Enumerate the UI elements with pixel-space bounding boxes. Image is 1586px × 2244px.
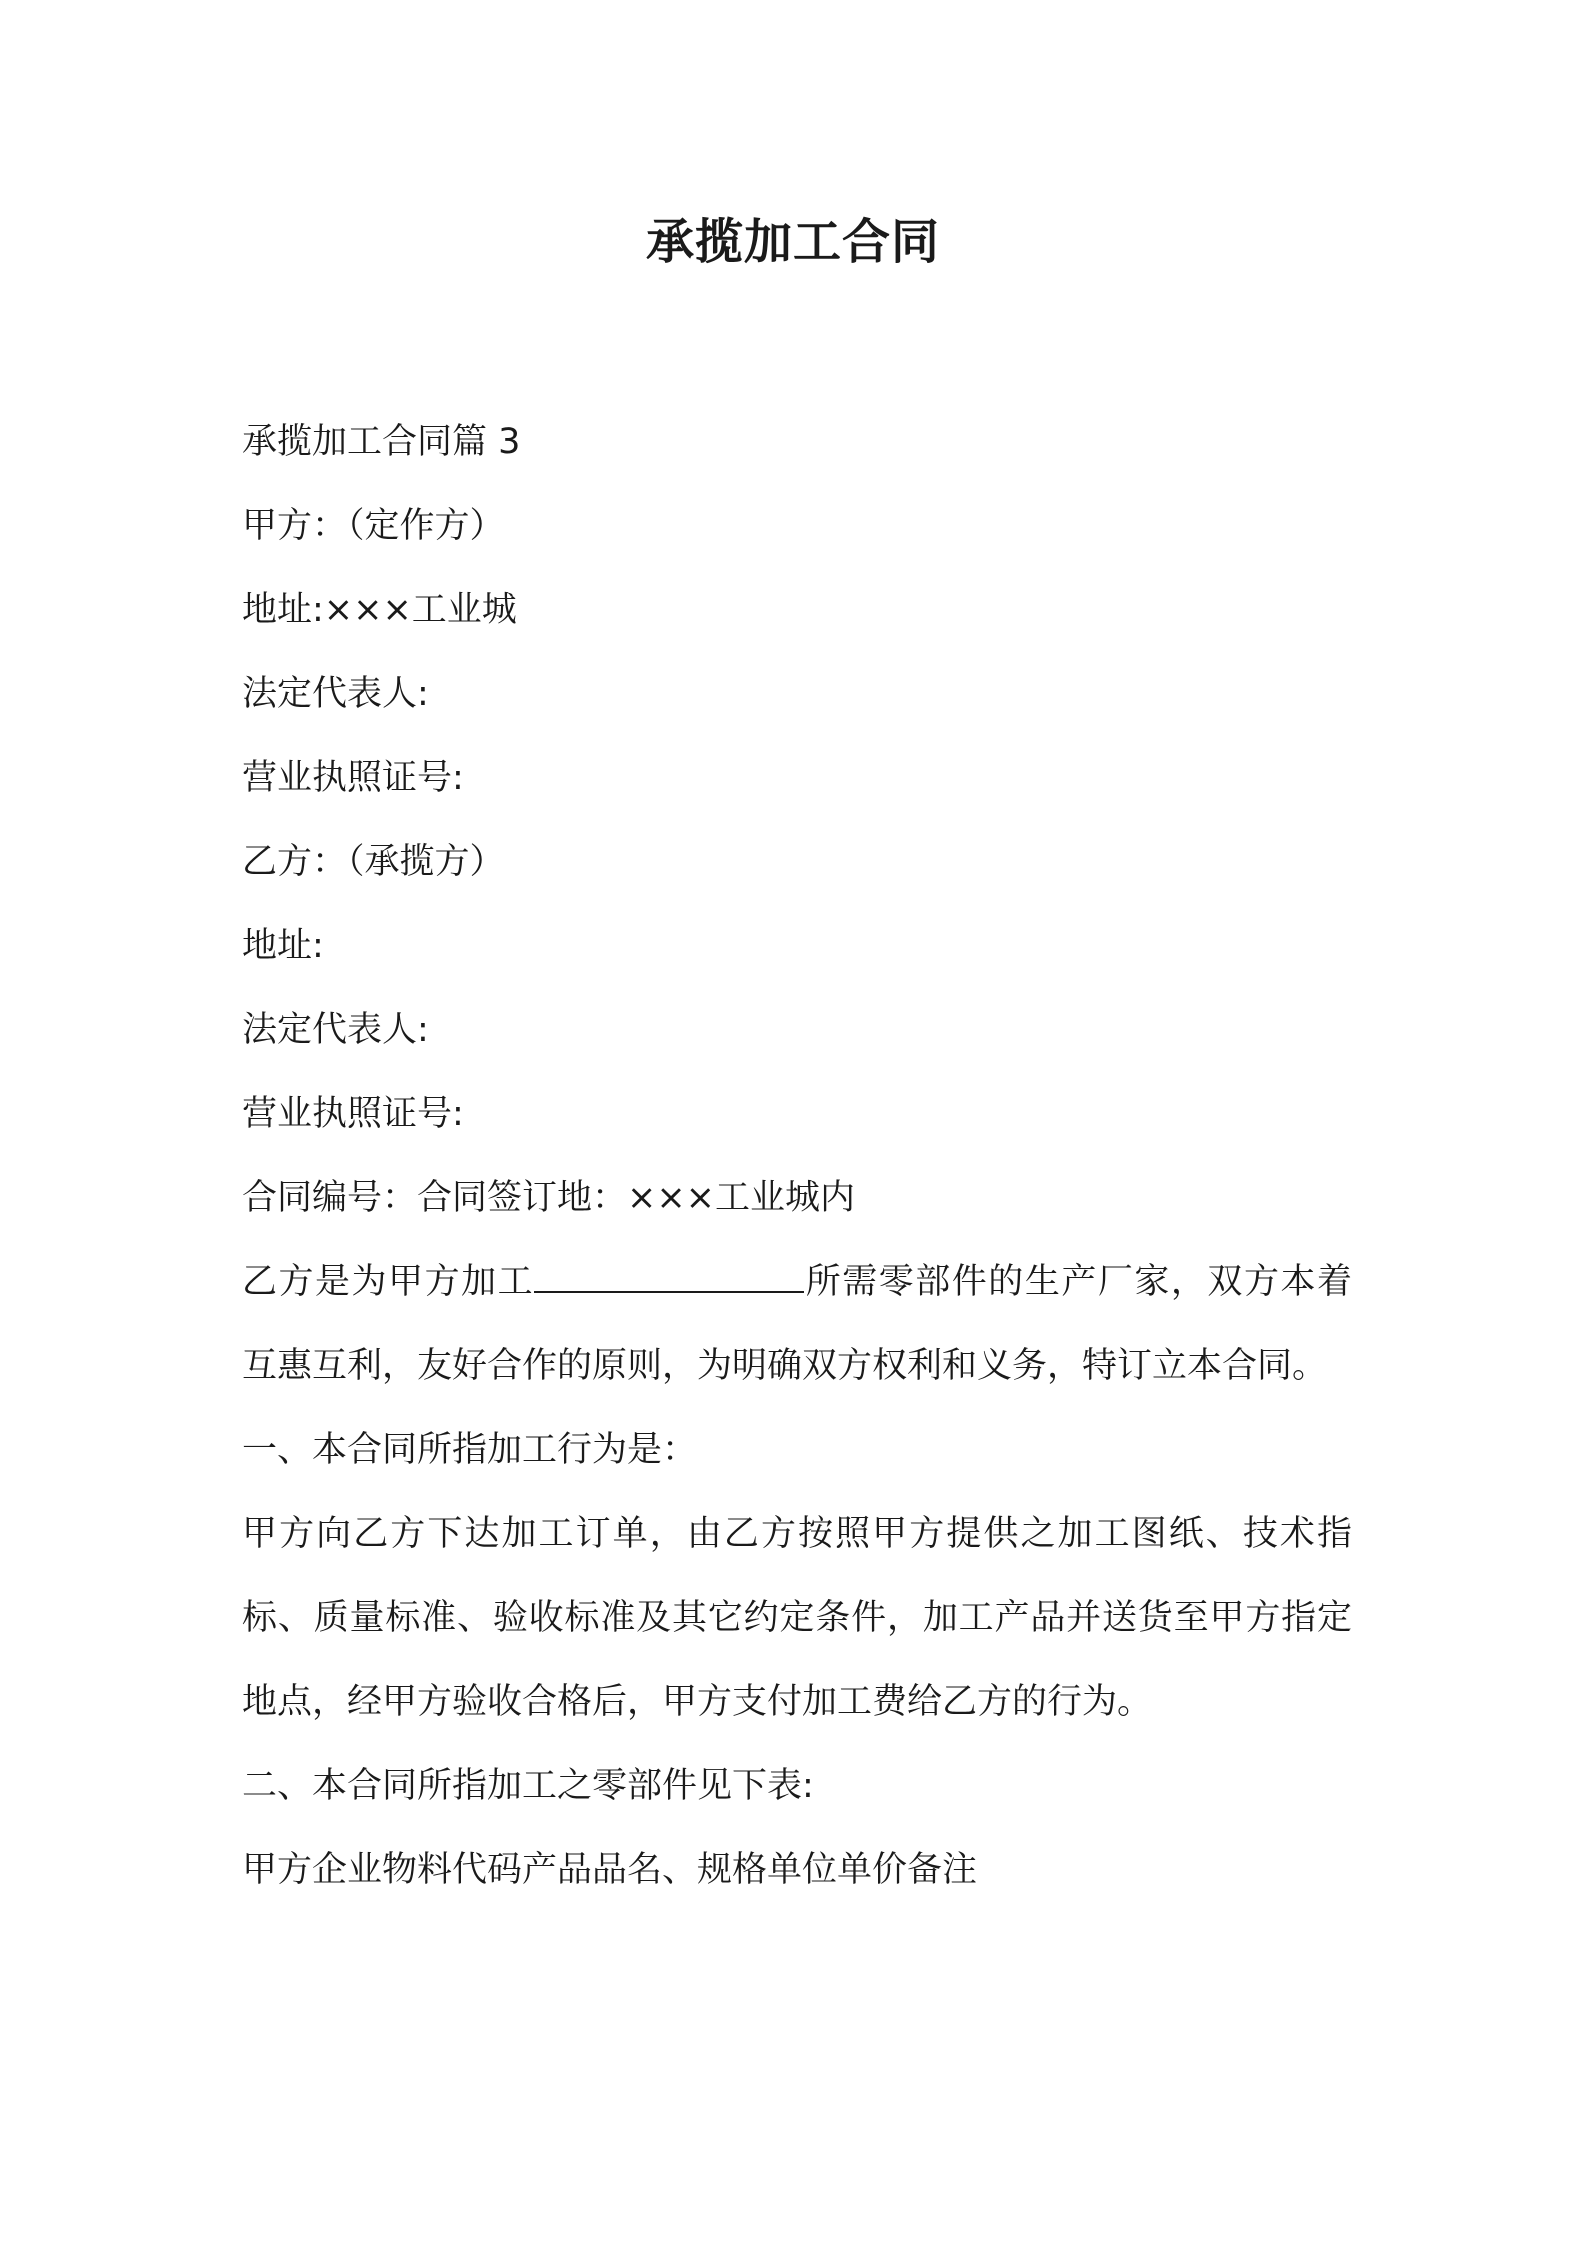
- party-a-address: 地址:×××工业城: [242, 590, 517, 630]
- contract-info: 合同编号：合同签订地：×××工业城内: [242, 1178, 855, 1218]
- party-a-legal-rep: 法定代表人:: [242, 674, 429, 714]
- parts-table-header: 甲方企业物料代码产品品名、规格单位单价备注: [242, 1850, 978, 1890]
- party-b-label: 乙方：（承揽方）: [242, 842, 505, 882]
- section-heading: 承揽加工合同篇 3: [242, 422, 521, 462]
- clause-1-heading: 一、本合同所指加工行为是：: [242, 1430, 698, 1470]
- party-b-address: 地址:: [242, 926, 324, 966]
- intro-after-blank: 所需零部件的生产厂家，双方本着互惠互利，友好合作的原则，为明确双方权利和义务，特订立本合同。: [242, 1262, 1352, 1386]
- clause-1-text: 甲方向乙方下达加工订单，由乙方按照甲方提供之加工图纸、技术指标、质量标准、验收标准及其它约定条件，加工产品并送货至甲方指定地点，经甲方验收合格后，甲方支付加工费给乙方的行为。: [242, 1514, 1352, 1722]
- party-b-license-no: 营业执照证号:: [242, 1094, 464, 1134]
- intro-before-blank: 乙方是为甲方加工: [242, 1262, 535, 1302]
- party-b-legal-rep: 法定代表人:: [242, 1010, 429, 1050]
- document-title: 承揽加工合同: [645, 214, 940, 270]
- clause-2-heading: 二、本合同所指加工之零部件见下表:: [242, 1766, 814, 1806]
- document-body: [242, 400, 1352, 1912]
- party-a-label: 甲方：（定作方）: [242, 506, 505, 546]
- intro-paragraph: [242, 1240, 1352, 1408]
- fill-in-blank: [534, 1261, 804, 1293]
- party-a-license-no: 营业执照证号:: [242, 758, 464, 798]
